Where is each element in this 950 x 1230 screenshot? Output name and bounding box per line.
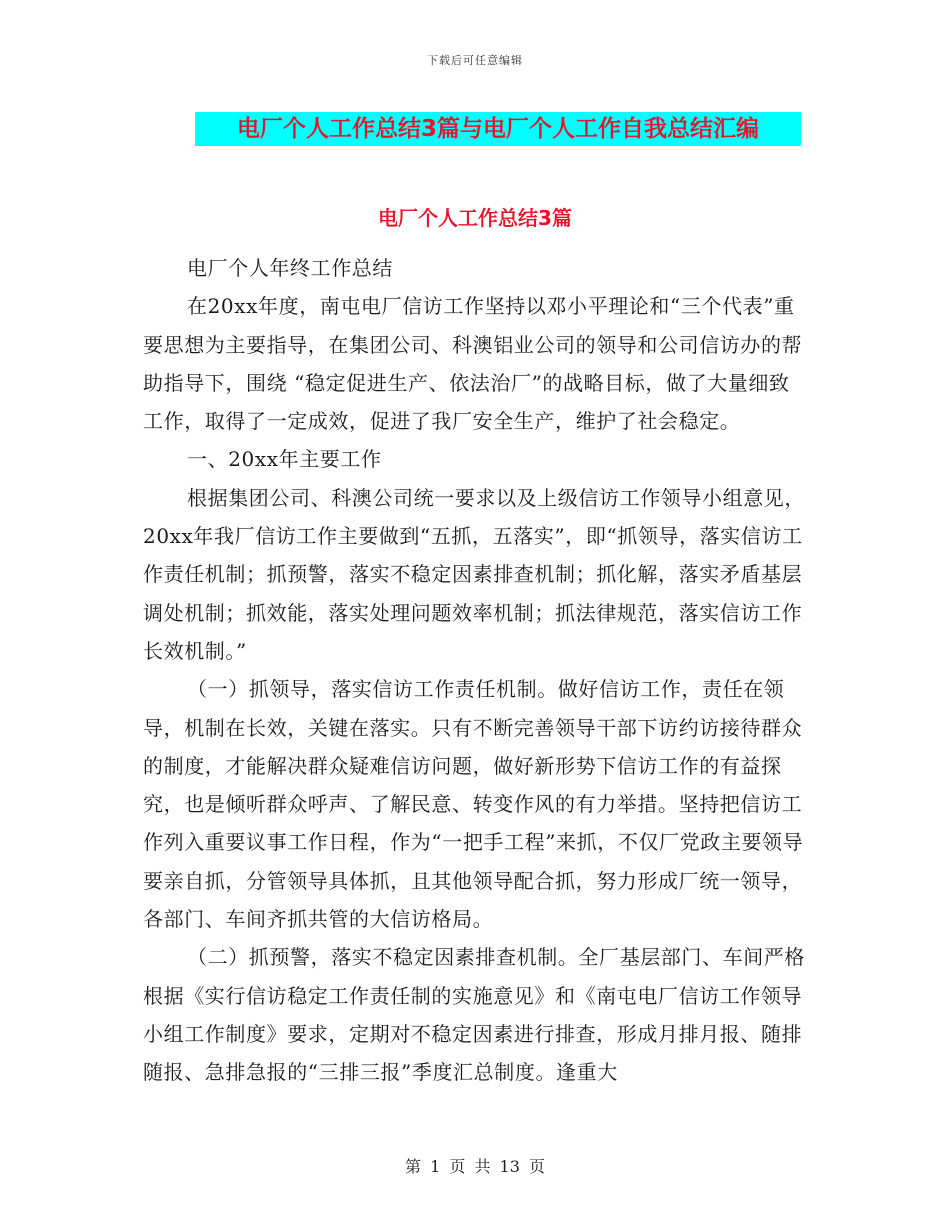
document-body bbox=[143, 249, 807, 1092]
paragraph-heading: 电厂个人年终工作总结 bbox=[187, 256, 393, 280]
paragraph: （一）抓领导，落实信访工作责任机制。做好信访工作，责任在领导，机制在长效，关键在落实。只有不断完善领导干部下访约访接待群众的制度，才能解决群众疑难信访问题，做好新形势下信访工作的有益探究，也是倾听群众呼声、了解民意、转变作风的有力举措。坚持把信访工作列入重要议事工作日程，作为“一把手工程”来抓，不仅厂党政主要领导要亲自抓，分管领导具体抓，且其他领导配合抓，努力形成厂统一领导，各部门、车间齐抓共管的大信访格局。 bbox=[143, 677, 804, 932]
paragraph: 根据集团公司、科澳公司统一要求以及上级信访工作领导小组意见，20xx年我厂信访工作主要做到“五抓，五落实”，即“抓领导，落实信访工作责任机制；抓预警，落实不稳定因素排查机制；抓化解，落实矛盾基层调处机制；抓效能，落实处理问题效率机制；抓法律规范，落实信访工作长效机制。” bbox=[143, 485, 805, 663]
section-heading: 一、20xx年主要工作 bbox=[187, 447, 382, 472]
paragraph: 在20xx年度，南屯电厂信访工作坚持以邓小平理论和“三个代表”重要思想为主要指导，在集团公司、科澳铝业公司的领导和公司信访办的帮助指导下，围绕 “稳定促进生产、依法治厂”的战略目标，做了大量细致工作，取得了一定成效，促进了我厂安全生产，维护了社会稳定。 bbox=[143, 294, 803, 434]
main-title-highlight bbox=[195, 112, 801, 146]
header-note: 下载后可任意编辑 bbox=[427, 54, 523, 67]
page-footer: 第 1 页 共 13 页 bbox=[405, 1157, 545, 1176]
main-title: 电厂个人工作总结3篇与电厂个人工作自我总结汇编 bbox=[236, 116, 759, 142]
paragraph: （二）抓预警，落实不稳定因素排查机制。全厂基层部门、车间严格根据《实行信访稳定工作责任制的实施意见》和《南屯电厂信访工作领导小组工作制度》要求，定期对不稳定因素进行排查，形成月排月报、随排随报、急排急报的“三排三报”季度汇总制度。逢重大 bbox=[143, 945, 805, 1085]
sub-title: 电厂个人工作总结3篇 bbox=[378, 206, 572, 230]
